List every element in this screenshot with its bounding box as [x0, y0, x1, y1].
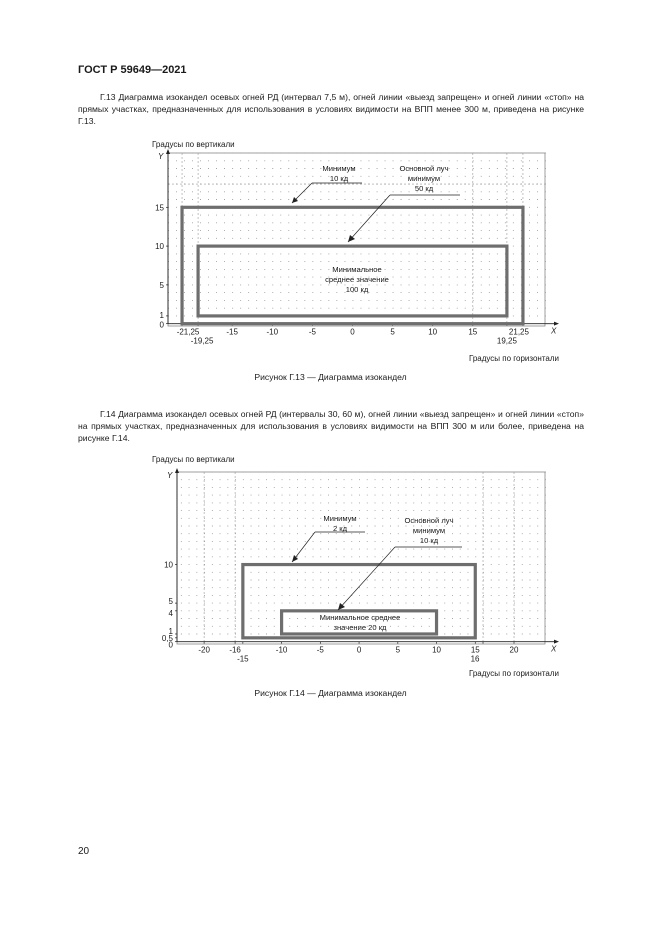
y-tick-label: 0,5 — [161, 633, 173, 643]
region-annotation: Минимум — [322, 164, 356, 173]
center-label: значение 20 кд — [333, 623, 387, 632]
y-tick-label: 1 — [159, 310, 164, 320]
y-tick-label: 0 — [168, 640, 173, 650]
annotation-arrow — [348, 235, 355, 242]
region-annotation: минимум — [407, 174, 441, 183]
region-annotation: минимум — [412, 526, 446, 535]
region-annotation: 2 кд — [332, 524, 348, 533]
y-tick-label: 5 — [159, 280, 164, 290]
x-tick-label: -15 — [237, 654, 249, 664]
annotation-leader — [338, 547, 395, 610]
isocandela-diagram-g14 — [0, 452, 661, 700]
paragraph-g13: Г.13 Диаграмма изокандел осевых огней РД (интервал 7,5 м), огней линии «выезд запрещен» и огней линии «стоп» на прямых участках, предназначенных для использования в условиях видимости на ВПП менее 300 м, приведена на рисунке Г.13. — [78, 92, 584, 127]
x-axis-label: Градусы по горизонтали — [468, 669, 559, 678]
x-tick-label: -19,25 — [190, 336, 214, 346]
x-tick-label: 21,25 — [508, 327, 529, 337]
page-number: 20 — [78, 846, 90, 857]
x-tick-label: 16 — [470, 654, 480, 664]
x-tick-label: -16 — [229, 645, 241, 655]
y-axis-label: Градусы по вертикали — [152, 140, 235, 149]
paragraph-g14: Г.14 Диаграмма изокандел осевых огней РД (интервалы 30, 60 м), огней линии «выезд запрещен» и огней линии «стоп» на прямых участках, предназначенных для использования в условиях видимости на ВПП 300 м или более, приведена на рисунке Г.14. — [78, 409, 584, 444]
x-tick-label: 5 — [390, 327, 395, 337]
x-tick-label: 15 — [470, 645, 480, 655]
x-axis-letter: X — [551, 644, 557, 654]
y-tick-label: 10 — [164, 560, 173, 570]
x-tick-label: 10 — [428, 327, 438, 337]
annotation-arrow — [338, 603, 345, 610]
x-tick-label: -15 — [226, 327, 238, 337]
x-tick-label: 20 — [509, 645, 519, 655]
region-annotation: 50 кд — [414, 184, 434, 193]
x-tick-label: 0 — [356, 645, 362, 655]
x-tick-label: 19,25 — [496, 336, 517, 346]
x-axis-arrow — [554, 640, 559, 644]
x-axis-arrow — [554, 322, 559, 326]
annotation-arrow — [292, 555, 298, 562]
y-tick-label: 0 — [159, 320, 164, 330]
x-axis-label: Градусы по горизонтали — [468, 354, 559, 363]
x-tick-label: -5 — [308, 327, 316, 337]
y-tick-label: 1 — [168, 626, 173, 636]
x-tick-label: -10 — [266, 327, 279, 337]
region-annotation: Минимум — [323, 514, 357, 523]
y-axis-arrow — [166, 149, 170, 154]
y-tick-label: 15 — [155, 203, 164, 213]
y-axis-label: Градусы по вертикали — [152, 455, 235, 464]
x-tick-label: -5 — [316, 645, 324, 655]
y-axis-letter: Y — [158, 152, 164, 161]
annotation-leader — [348, 195, 390, 242]
y-tick-label: 10 — [155, 242, 164, 252]
center-label: Минимальное — [332, 265, 382, 274]
y-tick-label: 5 — [168, 597, 173, 607]
center-label: 100 кд — [345, 285, 369, 294]
x-tick-label: 10 — [432, 645, 441, 655]
isocandela-diagram-g13 — [0, 139, 661, 384]
x-axis-letter: X — [551, 326, 557, 336]
region-annotation: 10 кд — [329, 174, 349, 183]
x-tick-label: -20 — [198, 645, 210, 655]
y-axis-arrow — [175, 468, 179, 473]
figure-caption-g13: Рисунок Г.13 — Диаграмма изокандел — [254, 372, 407, 382]
region-annotation: 10 кд — [419, 536, 439, 545]
figure-caption-g14: Рисунок Г.14 — Диаграмма изокандел — [254, 688, 407, 698]
x-tick-label: 15 — [468, 327, 478, 337]
document-header: ГОСТ Р 59649—2021 — [78, 64, 187, 76]
region-annotation: Основной луч — [404, 516, 454, 525]
x-tick-label: -10 — [275, 645, 288, 655]
x-tick-label: 5 — [395, 645, 401, 655]
center-label: среднее значение — [325, 275, 389, 284]
center-label: Минимальное среднее — [319, 613, 401, 622]
y-axis-letter: Y — [167, 471, 173, 480]
region-annotation: Основной луч — [399, 164, 449, 173]
y-tick-label: 4 — [168, 608, 173, 618]
x-tick-label: 0 — [350, 327, 355, 337]
x-tick-label: -21,25 — [176, 327, 200, 337]
